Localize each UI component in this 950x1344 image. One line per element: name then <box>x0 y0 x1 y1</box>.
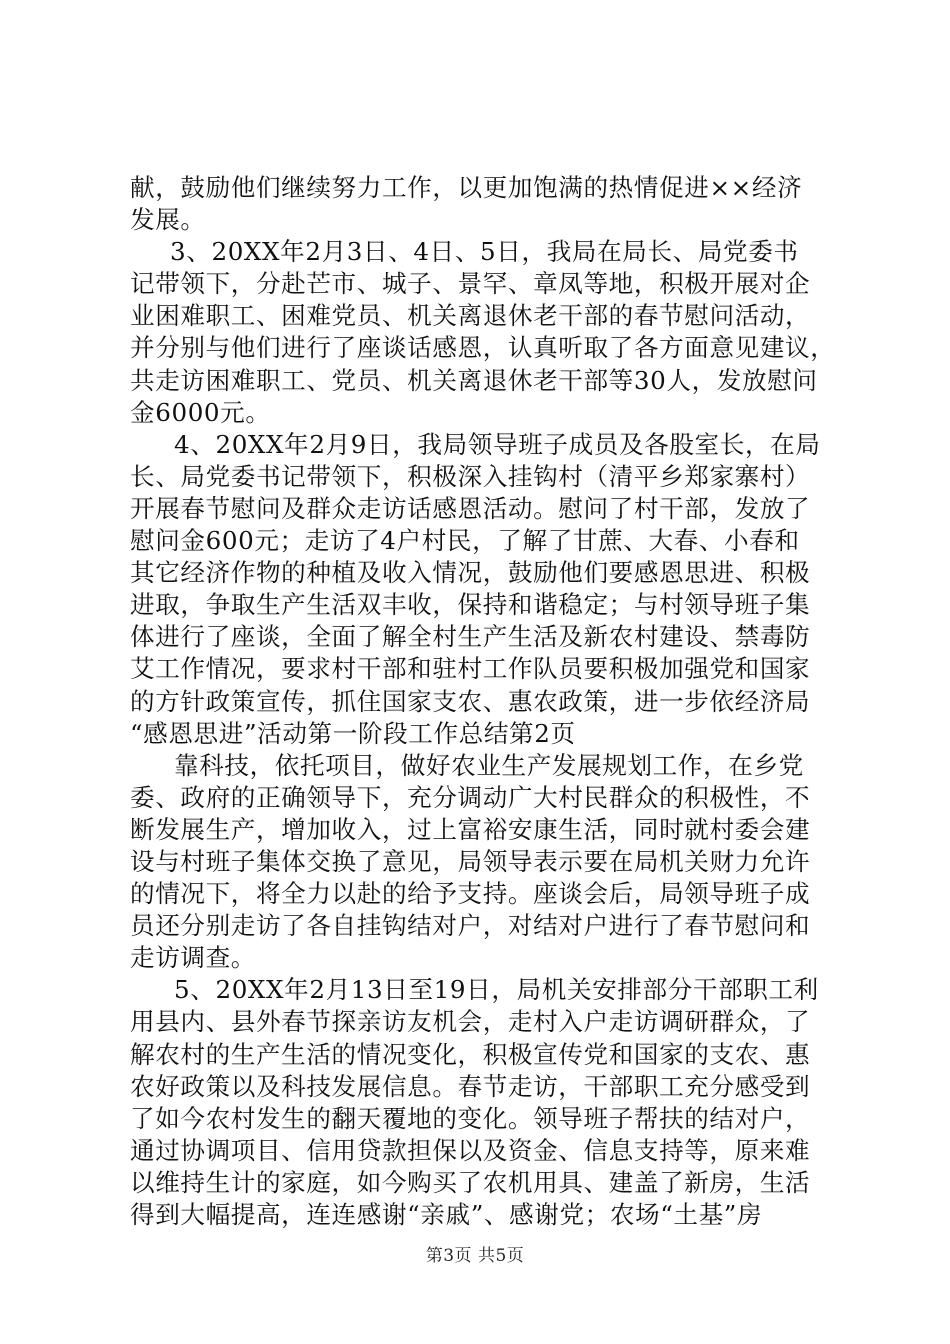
document-body <box>130 172 836 1231</box>
text-line: 用县内、县外春节探亲访友机会，走村入户走访调研群众，了 <box>130 1007 811 1037</box>
text-line: 共走访困难职工、党员、机关离退休老干部等30人，发放慰问 <box>130 365 818 395</box>
text-line: 长、局党委书记带领下，积极深入挂钩村（清平乡郑家寨村） <box>130 461 811 491</box>
page-number-footer: 第3页 共5页 <box>425 1246 525 1266</box>
text-line: 委、政府的正确领导下，充分调动广大村民群众的积极性，不 <box>130 782 811 812</box>
text-line: 金6000元。 <box>130 397 271 427</box>
paragraph-4-start: 4、20XX年2月9日，我局领导班子成员及各股室长，在局 <box>174 429 821 459</box>
text-line: 的情况下，将全力以赴的给予支持。座谈会后，局领导班子成 <box>130 879 811 909</box>
text-line: 了如今农村发生的翻天覆地的变化。领导班子帮扶的结对户， <box>130 1103 811 1133</box>
text-line: 员还分别走访了各自挂钩结对户，对结对户进行了春节慰问和 <box>130 911 811 941</box>
text-line: “感恩思进”活动第一阶段工作总结第2页 <box>130 718 576 748</box>
text-line: 业困难职工、困难党员、机关离退休老干部的春节慰问活动， <box>130 301 811 331</box>
text-line: 的方针政策宣传，抓住国家支农、惠农政策，进一步依经济局 <box>130 686 811 716</box>
text-line: 解农村的生产生活的情况变化，积极宣传党和国家的支农、惠 <box>130 1039 811 1069</box>
text-line: 得到大幅提高，连连感谢“亲戚”、感谢党；农场“土基”房 <box>130 1200 763 1229</box>
text-line: 发展。 <box>130 205 206 235</box>
text-line: 其它经济作物的种植及收入情况，鼓励他们要感恩思进、积极 <box>130 558 811 588</box>
text-line: 体进行了座谈，全面了解全村生产生活及新农村建设、禁毒防 <box>130 622 811 652</box>
text-line: 慰问金600元；走访了4户村民，了解了甘蔗、大春、小春和 <box>130 526 800 556</box>
text-line: 献，鼓励他们继续努力工作，以更加饱满的热情促进××经济 <box>130 173 803 202</box>
text-line: 走访调查。 <box>130 943 256 973</box>
text-line: 农好政策以及科技发展信息。春节走访，干部职工充分感受到 <box>130 1071 811 1101</box>
paragraph-3-start: 3、20XX年2月3日、4日、5日，我局在局长、局党委书 <box>170 237 799 267</box>
text-line: 通过协调项目、信用贷款担保以及资金、信息支持等，原来难 <box>130 1135 811 1165</box>
text-line: 开展春节慰问及群众走访话感恩活动。慰问了村干部，发放了 <box>130 493 811 523</box>
text-line: 进取，争取生产生活双丰收，保持和谐稳定；与村领导班子集 <box>130 590 811 620</box>
text-line: 并分别与他们进行了座谈话感恩，认真听取了各方面意见建议， <box>130 333 836 363</box>
text-line: 艾工作情况，要求村干部和驻村工作队员要积极加强党和国家 <box>130 654 811 684</box>
text-line: 设与村班子集体交换了意见，局领导表示要在局机关财力允许 <box>130 846 811 876</box>
text-line: 记带领下，分赴芒市、城子、景罕、章凤等地，积极开展对企 <box>130 269 811 299</box>
paragraph-5-start: 5、20XX年2月13日至19日，局机关安排部分干部职工利 <box>174 975 819 1005</box>
text-line: 断发展生产，增加收入，过上富裕安康生活，同时就村委会建 <box>130 814 811 844</box>
paragraph-continued-start: 靠科技，依托项目，做好农业生产发展规划工作，在乡党 <box>174 750 804 780</box>
text-line: 以维持生计的家庭，如今购买了农机用具、建盖了新房，生活 <box>130 1167 811 1197</box>
